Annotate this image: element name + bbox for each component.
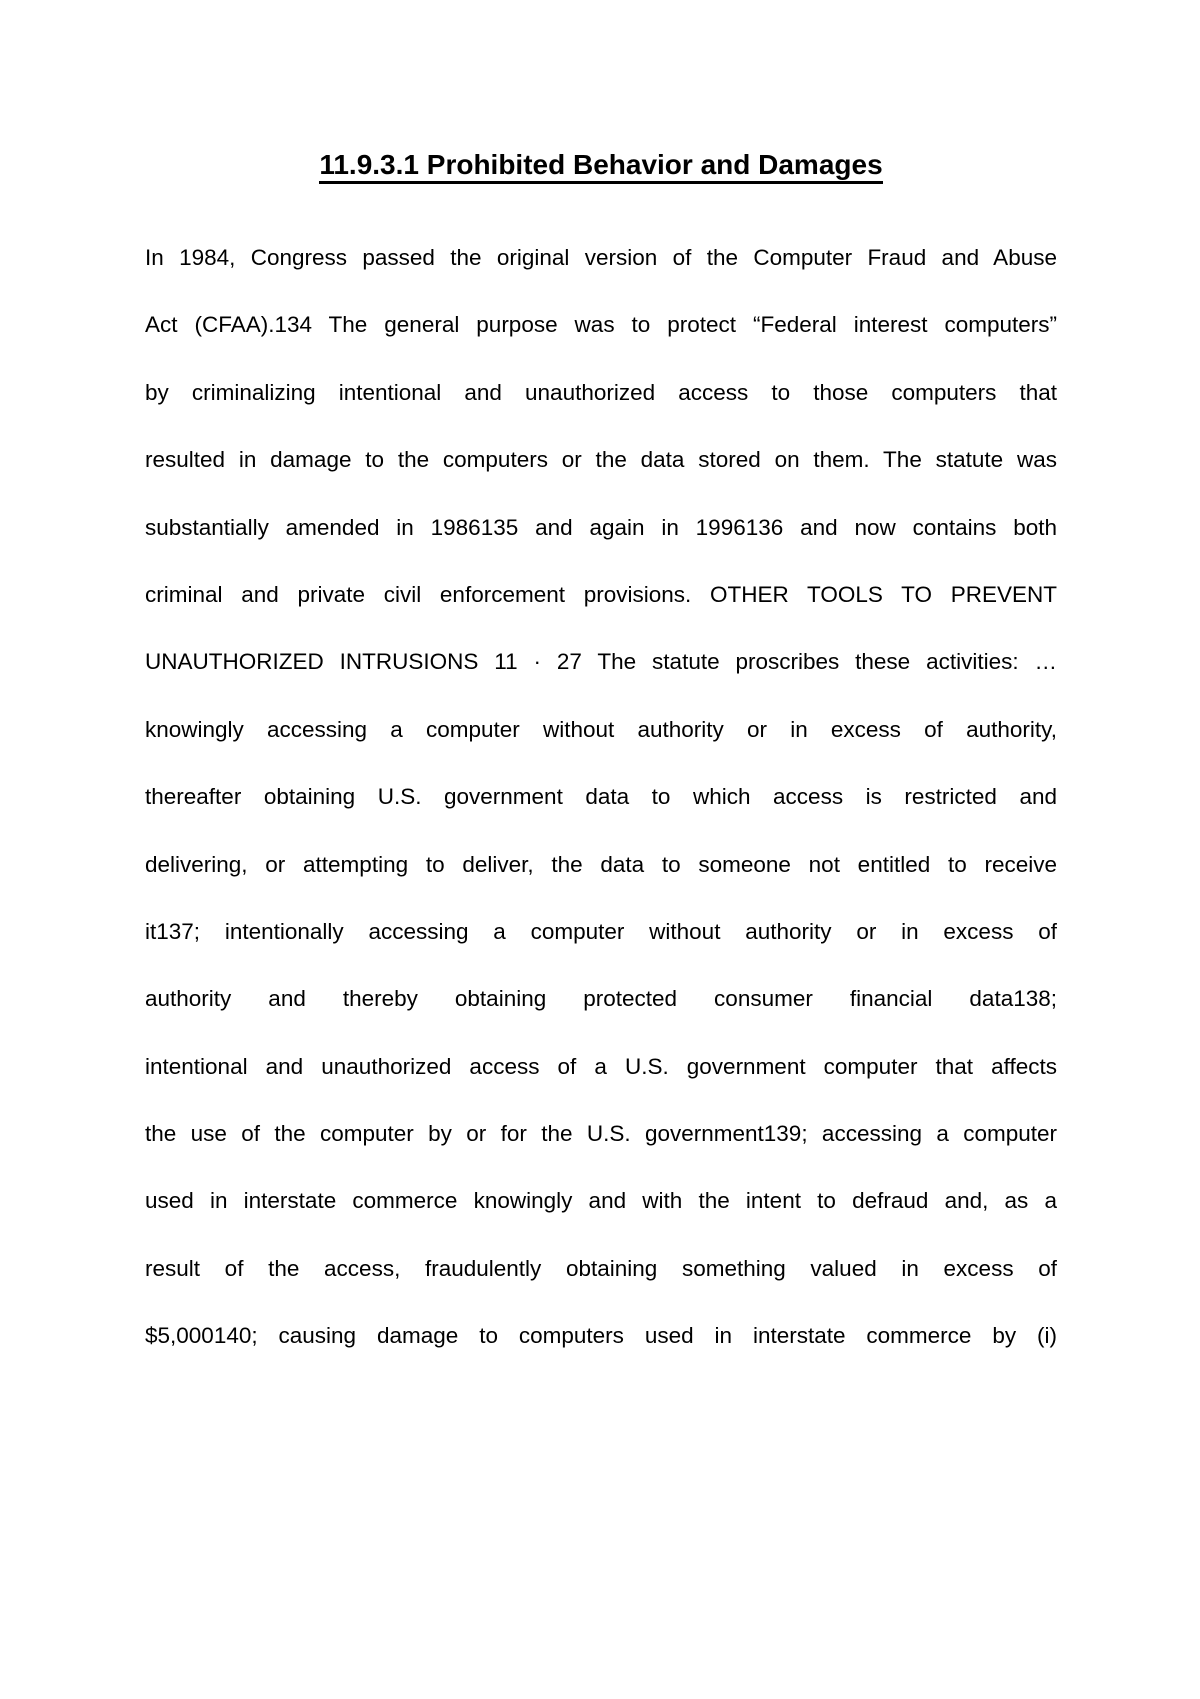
text-line: the use of the computer by or for the U.S. government139; accessing a computer — [145, 1121, 1057, 1147]
text-line: criminal and private civil enforcement provisions. OTHER TOOLS TO PREVENT — [145, 581, 1057, 607]
text-line: substantially amended in 1986135 and again in 1996136 and now contains both — [145, 514, 1057, 540]
text-line: result of the access, fraudulently obtaining something valued in excess of — [145, 1255, 1057, 1281]
text-line: knowingly accessing a computer without authority or in excess of authority, — [145, 716, 1057, 742]
text-line: Act (CFAA).134 The general purpose was to protect “Federal interest computers” — [145, 312, 1057, 338]
text-line: resulted in damage to the computers or the data stored on them. The statute was — [145, 447, 1057, 473]
section-title-text: 11.9.3.1 Prohibited Behavior and Damages — [319, 149, 882, 184]
text-line: In 1984, Congress passed the original version of the Computer Fraud and Abuse — [145, 245, 1057, 270]
paragraph — [145, 224, 1057, 1370]
text-line: intentional and unauthorized access of a U.S. government computer that affects — [145, 1053, 1057, 1079]
text-line: thereafter obtaining U.S. government data to which access is restricted and — [145, 784, 1057, 810]
text-line: $5,000140; causing damage to computers used in interstate commerce by (i) — [145, 1323, 1057, 1349]
text-line: used in interstate commerce knowingly and with the intent to defraud and, as a — [145, 1188, 1057, 1214]
text-line: delivering, or attempting to deliver, the data to someone not entitled to receive — [145, 851, 1057, 877]
text-line: by criminalizing intentional and unauthorized access to those computers that — [145, 379, 1057, 405]
text-line: it137; intentionally accessing a computer without authority or in excess of — [145, 918, 1057, 944]
section-title — [145, 146, 1057, 184]
document-page — [0, 146, 1200, 1699]
text-line: authority and thereby obtaining protected consumer financial data138; — [145, 986, 1057, 1012]
text-line: UNAUTHORIZED INTRUSIONS 11 · 27 The statute proscribes these activities: … — [145, 649, 1057, 675]
